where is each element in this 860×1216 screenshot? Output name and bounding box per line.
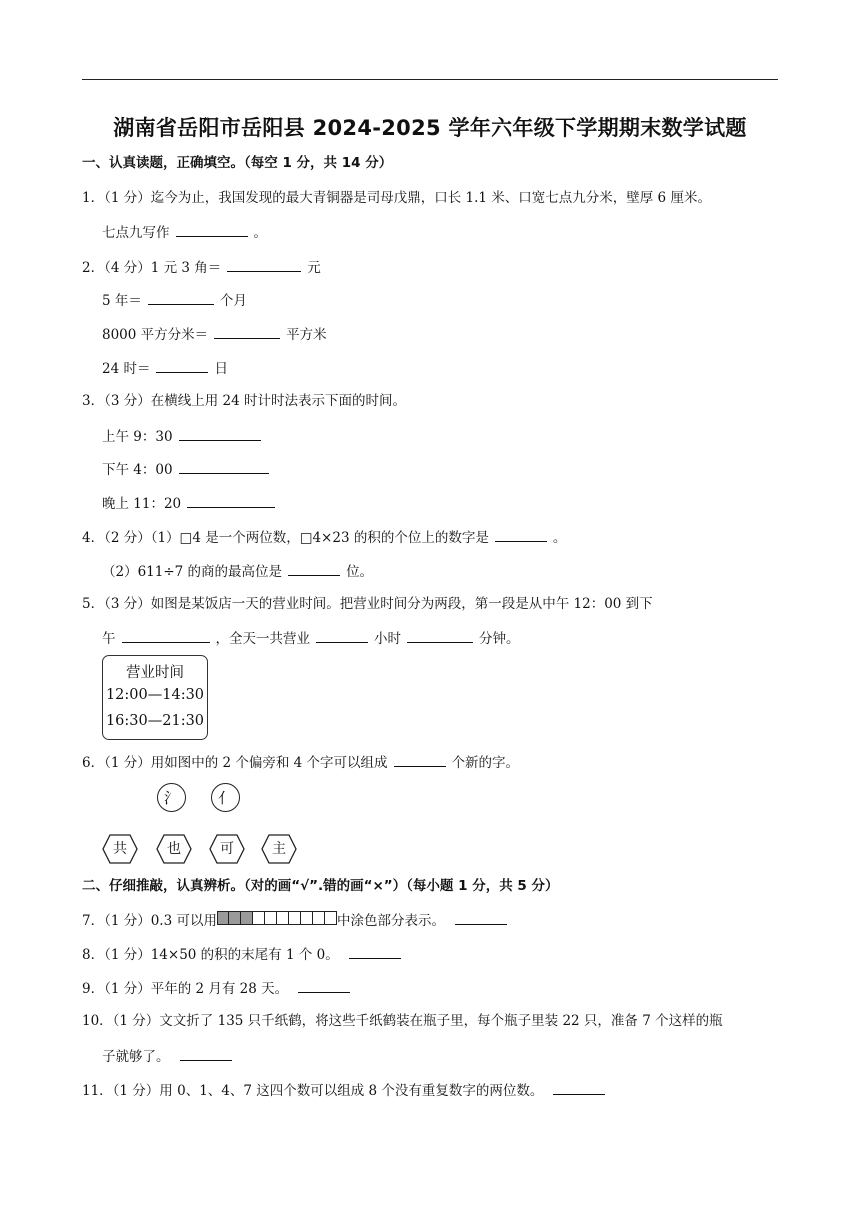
answer-blank[interactable] [227, 257, 301, 272]
q3-time2: 下午 4：00 [102, 459, 275, 479]
q5-line2: 午 ，全天一共营业 小时 分钟。 [102, 628, 520, 648]
business-hours-row-1: 12:00—14:30 [105, 687, 205, 703]
answer-blank[interactable] [455, 910, 507, 925]
answer-blank[interactable] [214, 324, 280, 339]
section-1-heading: 一、认真读题，正确填空。（每空 1 分，共 14 分） [82, 155, 393, 171]
answer-blank[interactable] [553, 1080, 605, 1095]
page-title: 湖南省岳阳市岳阳县 2024-2025 学年六年级下学期期末数学试题 [113, 116, 747, 140]
q11-line: 11．（1 分）用 0、1、4、7 这四个数可以组成 8 个没有重复数字的两位数。 [82, 1080, 611, 1100]
answer-blank[interactable] [298, 978, 350, 993]
answer-blank[interactable] [407, 628, 473, 643]
grid-cell [253, 911, 265, 925]
q8-line: 8．（1 分）14×50 的积的末尾有 1 个 0。 [82, 944, 407, 964]
grid-cell-shaded [217, 911, 229, 925]
radical-water-icon: 氵 [157, 783, 186, 812]
grid-cell [277, 911, 289, 925]
q3-line1: 3．（3 分）在横线上用 24 时计时法表示下面的时间。 [82, 393, 406, 409]
q2-line4: 24 时＝ 日 [102, 358, 228, 378]
char-hexagon: 可 [209, 834, 245, 864]
q4-line2: （2）611÷7 的商的最高位是 位。 [102, 561, 373, 581]
char-hexagon: 共 [102, 834, 138, 864]
shaded-grid [217, 911, 337, 930]
answer-blank[interactable] [288, 561, 340, 576]
q5-line1: 5．（3 分）如图是某饭店一天的营业时间。把营业时间分为两段，第一段是从中午 12：00 到下 [82, 596, 653, 612]
q6-line1: 6．（1 分）用如图中的 2 个偏旁和 4 个字可以组成 个新的字。 [82, 752, 519, 772]
answer-blank[interactable] [148, 290, 214, 305]
answer-blank[interactable] [316, 628, 368, 643]
grid-cell-shaded [229, 911, 241, 925]
answer-blank[interactable] [180, 1046, 232, 1061]
char-hexagon: 主 [261, 834, 297, 864]
business-hours-title: 营业时间 [126, 665, 184, 681]
grid-cell [301, 911, 313, 925]
q10-line2: 子就够了。 [102, 1046, 238, 1066]
business-hours-card [102, 655, 208, 740]
section-2-heading: 二、仔细推敲，认真辨析。（对的画“√”.错的画“×”）（每小题 1 分，共 5 分） [82, 878, 559, 894]
answer-blank[interactable] [349, 944, 401, 959]
grid-cell [289, 911, 301, 925]
q2-line1: 2．（4 分）1 元 3 角＝ 元 [82, 257, 321, 277]
radical-person-icon: 亻 [211, 783, 240, 812]
q3-time1: 上午 9：30 [102, 426, 267, 446]
business-hours-row-2: 16:30—21:30 [105, 713, 205, 729]
answer-blank[interactable] [394, 752, 446, 767]
grid-cell [325, 911, 337, 925]
answer-blank[interactable] [176, 222, 248, 237]
q2-line2: 5 年＝ 个月 [102, 290, 247, 310]
q3-time3: 晚上 11：20 [102, 493, 281, 513]
answer-blank[interactable] [156, 358, 208, 373]
q10-line1: 10．（1 分）文文折了 135 只千纸鹤，将这些千纸鹤装在瓶子里，每个瓶子里装 22 只，准备 7 个这样的瓶 [82, 1013, 723, 1029]
answer-blank[interactable] [187, 493, 275, 508]
q2-line3: 8000 平方分米＝ 平方米 [102, 324, 327, 344]
answer-blank[interactable] [179, 426, 261, 441]
answer-blank[interactable] [179, 459, 269, 474]
q1-line2: 七点九写作 。 [102, 222, 267, 242]
char-hexagon: 也 [156, 834, 192, 864]
grid-cell-shaded [241, 911, 253, 925]
answer-blank[interactable] [122, 628, 210, 643]
grid-cell [265, 911, 277, 925]
header-rule [82, 79, 778, 80]
q9-line: 9．（1 分）平年的 2 月有 28 天。 [82, 978, 356, 998]
q7-line: 7．（1 分）0.3 可以用 中涂色部分表示。 [82, 910, 513, 932]
grid-cell [313, 911, 325, 925]
answer-blank[interactable] [495, 527, 547, 542]
q4-line1: 4．（2 分）（1）□4 是一个两位数，□4×23 的积的个位上的数字是 。 [82, 527, 566, 547]
q1-line1: 1．（1 分）迄今为止，我国发现的最大青铜器是司母戊鼎，口长 1.1 米、口宽七点九分米，壁厚 6 厘米。 [82, 190, 711, 206]
